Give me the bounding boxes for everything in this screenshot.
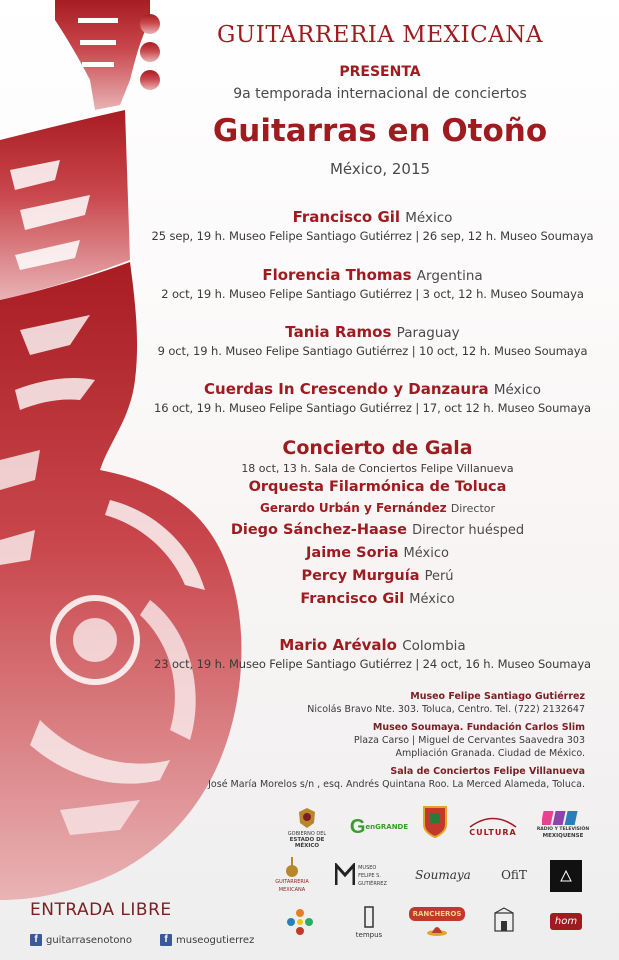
season-subtitle: 9a temporada internacional de conciertos bbox=[233, 86, 527, 102]
venue-address: Plaza Carso | Miguel de Cervantes Saavedra 303 bbox=[353, 735, 585, 746]
color-bars-icon bbox=[542, 809, 584, 827]
orchestra-name: Orquesta Filarmónica de Toluca bbox=[248, 479, 507, 495]
gala-title: Concierto de Gala bbox=[282, 437, 473, 459]
event-block bbox=[130, 265, 615, 303]
event-block bbox=[130, 322, 615, 360]
venue-block bbox=[165, 721, 585, 760]
arch-icon bbox=[468, 816, 518, 828]
event-country: México bbox=[405, 210, 453, 226]
venue-name: Museo Felipe Santiago Gutiérrez bbox=[410, 691, 585, 702]
guitarreria-mexicana-logo: GUITARRERIA MEXICANA bbox=[270, 855, 314, 895]
event-dates: 2 oct, 19 h. Museo Felipe Santiago Gutiérrez | 3 oct, 12 h. Museo Soumaya bbox=[161, 287, 584, 301]
venue-address: Ampliación Granada. Ciudad de México. bbox=[395, 748, 585, 759]
building-icon bbox=[491, 907, 517, 937]
event-dates: 23 oct, 19 h. Museo Felipe Santiago Gutiérrez | 24 oct, 16 h. Museo Soumaya bbox=[153, 657, 591, 671]
event-dates: 25 sep, 19 h. Museo Felipe Santiago Gutiérrez | 26 sep, 12 h. Museo Soumaya bbox=[151, 229, 594, 243]
event-dates: 9 oct, 19 h. Museo Felipe Santiago Gutiérrez | 10 oct, 12 h. Museo Soumaya bbox=[157, 344, 588, 358]
venue-address: José María Morelos s/n , esq. Andrés Quintana Roo. La Merced Alameda, Toluca. bbox=[208, 779, 585, 790]
facebook-handle: museogutierrez bbox=[176, 934, 255, 946]
museo-fsg-logo: MUSEO FELIPE S. GUTIÉRREZ bbox=[330, 860, 392, 890]
event-dates: 16 oct, 19 h. Museo Felipe Santiago Gutiérrez | 17, oct 12 h. Museo Soumaya bbox=[153, 401, 591, 415]
triangle-icon bbox=[559, 869, 573, 883]
event-block bbox=[130, 379, 615, 417]
crest-icon bbox=[297, 807, 317, 829]
event-country: México bbox=[493, 382, 541, 398]
venue-block bbox=[165, 690, 585, 716]
event-artist: Mario Arévalo bbox=[279, 636, 397, 654]
gobierno-edomex-logo: GOBIERNO DEL ESTADO DE MÉXICO bbox=[278, 805, 336, 850]
facebook-link-museo[interactable] bbox=[160, 934, 254, 946]
m-mark-icon bbox=[335, 863, 355, 887]
event-country: Paraguay bbox=[396, 325, 460, 341]
director-name: Gerardo Urbán y Fernández bbox=[259, 501, 447, 515]
festival-title: Guitarras en Otoño bbox=[212, 113, 548, 149]
performer-name: Jaime Soria bbox=[306, 545, 399, 561]
g-letter-icon: G bbox=[349, 815, 366, 838]
performer-name: Percy Murguía bbox=[301, 568, 420, 584]
facebook-link-guitarras[interactable] bbox=[30, 934, 132, 946]
event-country: Argentina bbox=[416, 268, 483, 284]
venue-name: Museo Soumaya. Fundación Carlos Slim bbox=[372, 722, 585, 733]
brand-title: GUITARRERIA MEXICANA bbox=[216, 22, 544, 48]
engrande-logo: G enGRANDE bbox=[349, 815, 409, 838]
black-square-logo bbox=[550, 860, 582, 892]
facebook-handle: guitarrasenotono bbox=[46, 934, 133, 946]
event-block bbox=[130, 207, 615, 245]
director-role: Director bbox=[450, 502, 496, 515]
performer-country: Perú bbox=[424, 569, 454, 584]
venues-list bbox=[165, 690, 585, 796]
guest-director-name: Diego Sánchez-Haase bbox=[230, 522, 407, 538]
tempus-logo: tempus bbox=[352, 902, 386, 942]
performer-country: México bbox=[403, 546, 449, 561]
venue-address: Nicolás Bravo Nte. 303. Toluca, Centro. Tel. (722) 2132647 bbox=[307, 704, 585, 715]
venue-block bbox=[165, 765, 585, 791]
performer-country: México bbox=[409, 592, 455, 607]
municipal-shield-logo bbox=[420, 803, 450, 841]
radio-tv-mexiquense-logo: RADIO Y TELEVISIÓN MEXIQUENSE bbox=[535, 806, 591, 842]
performer-name: Francisco Gil bbox=[300, 591, 405, 607]
gala-section bbox=[170, 436, 585, 611]
free-entry-label: ENTRADA LIBRE bbox=[30, 900, 172, 920]
cultura-logo: CULTURA bbox=[463, 810, 523, 842]
floral-emblem-logo bbox=[282, 904, 318, 940]
guest-director-role: Director huésped bbox=[412, 523, 525, 538]
column-icon bbox=[357, 905, 381, 931]
venue-name: Sala de Conciertos Felipe Villanueva bbox=[390, 766, 585, 777]
gala-info: 18 oct, 13 h. Sala de Conciertos Felipe Villanueva bbox=[241, 462, 514, 475]
flower-icon bbox=[285, 907, 315, 937]
event-artist: Florencia Thomas bbox=[262, 266, 412, 284]
event-block bbox=[130, 635, 615, 673]
facebook-icon: f bbox=[30, 934, 42, 946]
rancheros-logo: RANCHEROS bbox=[414, 900, 460, 944]
event-country: Colombia bbox=[402, 638, 466, 654]
event-artist: Cuerdas In Crescendo y Danzaura bbox=[204, 380, 489, 398]
small-guitar-icon bbox=[285, 857, 299, 877]
museo-soumaya-logo: Soumaya bbox=[415, 868, 471, 882]
ornamental-shield-logo bbox=[488, 904, 520, 940]
sombrero-icon bbox=[426, 921, 448, 937]
ofit-logo: OfiT bbox=[501, 868, 527, 882]
facebook-icon: f bbox=[160, 934, 172, 946]
hom-logo: hom bbox=[548, 906, 584, 936]
event-artist: Francisco Gil bbox=[292, 208, 401, 226]
event-artist: Tania Ramos bbox=[285, 323, 392, 341]
city-year: México, 2015 bbox=[329, 160, 431, 178]
presenta-label: PRESENTA bbox=[339, 64, 421, 80]
shield-icon bbox=[422, 805, 448, 839]
